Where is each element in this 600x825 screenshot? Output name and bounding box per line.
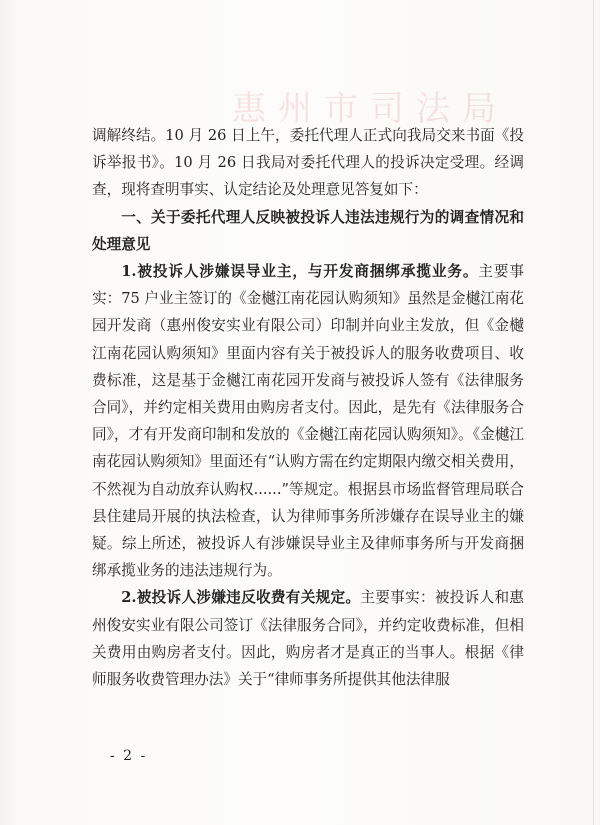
section-heading: 一、关于委托代理人反映被投诉人违法违规行为的调查情况和处理意见 [92,208,524,253]
document-body [92,122,524,693]
item-1-lead: 1.被投诉人涉嫌误导业主，与开发商捆绑承揽业务。 [121,263,479,281]
item-1-body: 主要事实：75 户业主签订的《金樾江南花园认购须知》虽然是金樾江南花园开发商（惠州俊安实业有限公司）印制并向业主发放，但《金樾江南花园认购须知》里面内容有关于被投诉人的服务收费项目、收费标准，这是基于金樾江南花园开发商与被投诉人签有《法律服务合同》，并约定相关费用由购房者支付。因此，是先有《法律服务合同》，才有开发商印制和发放的《金樾江南花园认购须知》。《金樾江南花园认购须知》里面还有“认购方需在约定期限内缴交相关费用，不然视为自动放弃认购权......”等规定。根据县市场监督管理局联合县住建局开展的执法检查，认为律师事务所涉嫌存在误导业主的嫌疑。综上所述，被投诉人有涉嫌误导业主及律师事务所与开发商捆绑承揽业务的违法违规行为。 [92,263,524,580]
stamp-bleed-through: 惠州市司法局 [232,89,508,129]
item-2-body: 主要事实：被投诉人和惠州俊安实业有限公司签订《法律服务合同》，并约定收费标准，但相关费用由购房者支付。因此，购房者才是真正的当事人。根据《律师服务收费管理办法》关于“律师事务所提供其他法律服 [92,589,524,689]
paragraph-item-1 [92,258,524,584]
paragraph-continuation: 调解终结。10 月 26 日上午，委托代理人正式向我局交来书面《投诉举报书》。10 月 26 日我局对委托代理人的投诉决定受理。经调查，现将查明事实、认定结论及处理意见答复如下： [92,127,524,199]
page-edge [593,0,594,825]
item-2-lead: 2.被投诉人涉嫌违反收费有关规定。 [121,589,361,607]
paragraph-item-2 [92,584,524,693]
page-number: - 2 - [110,748,148,764]
